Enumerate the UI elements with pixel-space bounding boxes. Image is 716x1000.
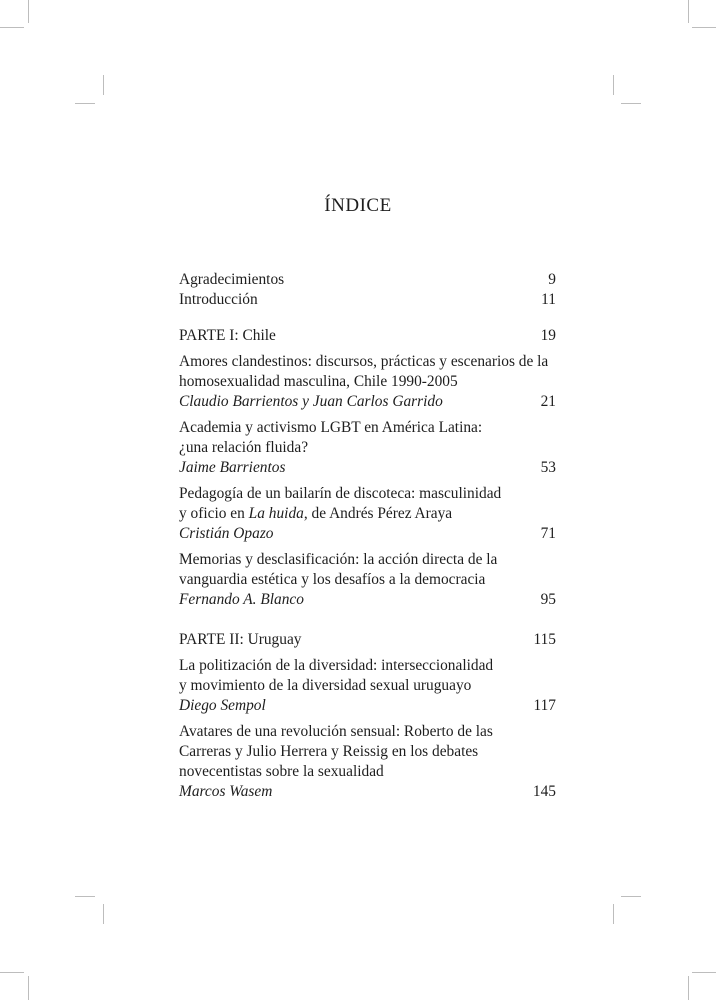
chapter-title-line: Academia y activismo LGBT en América Latina: (179, 419, 483, 436)
toc-page-number: 11 (541, 291, 556, 308)
toc-chapter (179, 550, 556, 610)
part-label: PARTE II: Uruguay (179, 631, 302, 648)
crop-mark (688, 0, 689, 23)
chapter-author: Claudio Barrientos y Juan Carlos Garrido (179, 393, 443, 410)
chapter-author: Jaime Barrientos (179, 459, 286, 476)
chapter-title-line: vanguardia estética y los desafíos a la democracia (179, 571, 486, 588)
chapter-title-line: Carreras y Julio Herrera y Reissig en los debates (179, 743, 479, 760)
crop-mark (692, 27, 716, 28)
toc-chapter (179, 656, 556, 716)
chapter-title-line: novecentistas sobre la sexualidad (179, 763, 384, 780)
crop-mark (613, 904, 614, 924)
chapter-title-line: ¿una relación fluida? (179, 439, 309, 456)
crop-mark (692, 972, 716, 973)
crop-mark (613, 75, 614, 95)
chapter-title-line: Avatares de una revolución sensual: Roberto de las (179, 723, 493, 740)
toc-chapter (179, 352, 556, 412)
crop-mark (75, 103, 95, 104)
chapter-author: Diego Sempol (179, 697, 266, 714)
crop-mark (103, 75, 104, 95)
title-text: , de Andrés Pérez Araya (303, 505, 453, 522)
chapter-title-line: La politización de la diversidad: interseccionalidad (179, 657, 494, 674)
chapter-title-line: homosexualidad masculina, Chile 1990-2005 (179, 373, 458, 390)
chapter-author: Fernando A. Blanco (179, 591, 304, 608)
chapter-title-line: y movimiento de la diversidad sexual uruguayo (179, 677, 472, 694)
toc-page-number: 9 (548, 271, 556, 288)
work-title-italic: La huida (248, 505, 304, 522)
toc-chapter (179, 722, 556, 802)
toc-page-number: 95 (540, 591, 556, 608)
toc-entry-front (179, 290, 556, 310)
title-text: y oficio en (179, 505, 249, 522)
toc-part-heading (179, 630, 556, 650)
crop-mark (75, 896, 95, 897)
chapter-title-line: Amores clandestinos: discursos, prácticas y escenarios de la (179, 353, 549, 370)
toc-chapter (179, 418, 556, 478)
toc-page-number: 53 (540, 459, 556, 476)
toc-page-number: 117 (533, 697, 556, 714)
crop-mark (0, 972, 24, 973)
crop-mark (688, 976, 689, 1000)
toc-entry-front (179, 270, 556, 290)
toc-page-number: 19 (540, 327, 556, 344)
crop-mark (621, 103, 641, 104)
chapter-author: Marcos Wasem (179, 783, 273, 800)
table-of-contents (179, 270, 556, 802)
page-title: ÍNDICE (324, 195, 392, 216)
crop-mark (28, 976, 29, 1000)
toc-page-number: 145 (532, 783, 556, 800)
toc-entry-label: Introducción (179, 291, 258, 308)
chapter-author: Cristián Opazo (179, 525, 274, 542)
toc-entry-label: Agradecimientos (179, 271, 285, 288)
crop-mark (621, 896, 641, 897)
chapter-title-line (179, 504, 556, 524)
toc-part-heading (179, 326, 556, 346)
chapter-title-line: Pedagogía de un bailarín de discoteca: masculinidad (179, 485, 502, 502)
crop-mark (103, 904, 104, 924)
toc-page-number: 115 (533, 631, 556, 648)
toc-chapter (179, 484, 556, 544)
crop-mark (0, 27, 24, 28)
toc-page-number: 71 (540, 525, 556, 542)
crop-mark (28, 0, 29, 23)
part-label: PARTE I: Chile (179, 327, 276, 344)
toc-page-number: 21 (540, 393, 556, 410)
chapter-title-line: Memorias y desclasificación: la acción directa de la (179, 551, 498, 568)
